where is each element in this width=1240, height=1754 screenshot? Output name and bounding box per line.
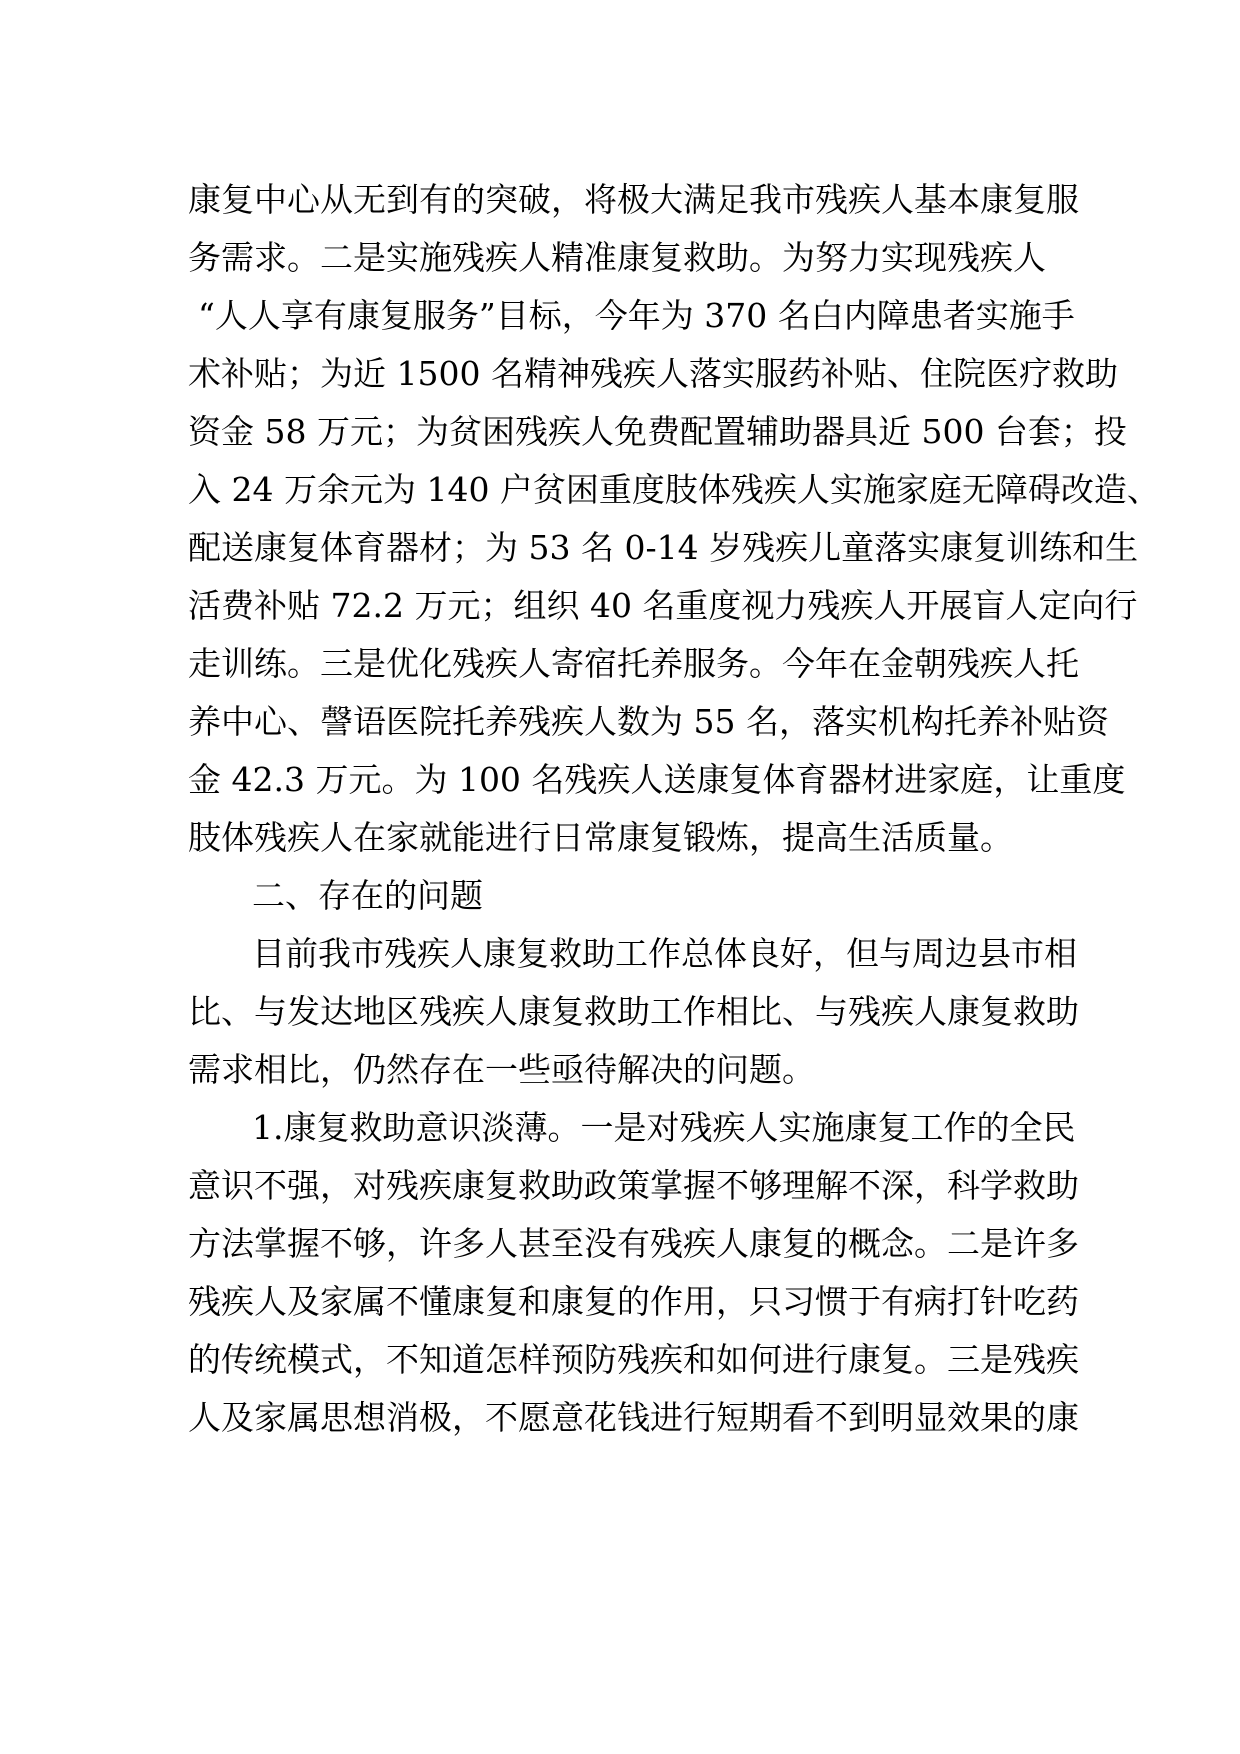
text-line: 走训练。三是优化残疾人寄宿托养服务。今年在金朝残疾人托 bbox=[188, 644, 1079, 683]
text-line: 康复中心从无到有的突破，将极大满足我市残疾人基本康复服 bbox=[188, 180, 1079, 219]
text-line: 务需求。二是实施残疾人精准康复救助。为努力实现残疾人 bbox=[188, 238, 1046, 277]
text-line: 需求相比，仍然存在一些亟待解决的问题。 bbox=[188, 1050, 815, 1089]
text-line: 金 42.3 万元。为 100 名残疾人送康复体育器材进家庭，让重度 bbox=[188, 760, 1126, 799]
section-heading: 二、存在的问题 bbox=[252, 876, 483, 915]
text-line: 养中心、謦语医院托养残疾人数为 55 名，落实机构托养补贴资 bbox=[188, 702, 1109, 741]
text-line: 比、与发达地区残疾人康复救助工作相比、与残疾人康复救助 bbox=[188, 992, 1079, 1031]
text-line: 活费补贴 72.2 万元；组织 40 名重度视力残疾人开展盲人定向行 bbox=[188, 586, 1138, 625]
text-line: 残疾人及家属不懂康复和康复的作用，只习惯于有病打针吃药 bbox=[188, 1282, 1079, 1321]
text-line: “人人享有康复服务”目标，今年为 370 名白内障患者实施手 bbox=[198, 296, 1075, 335]
text-line: 入 24 万余元为 140 户贫困重度肢体残疾人实施家庭无障碍改造、 bbox=[188, 470, 1160, 509]
text-line: 资金 58 万元；为贫困残疾人免费配置辅助器具近 500 台套；投 bbox=[188, 412, 1127, 451]
text-line: 1.康复救助意识淡薄。一是对残疾人实施康复工作的全民 bbox=[252, 1108, 1076, 1147]
text-line: 术补贴；为近 1500 名精神残疾人落实服药补贴、住院医疗救助 bbox=[188, 354, 1118, 393]
text-line: 肢体残疾人在家就能进行日常康复锻炼，提高生活质量。 bbox=[188, 818, 1013, 857]
text-line: 方法掌握不够，许多人甚至没有残疾人康复的概念。二是许多 bbox=[188, 1224, 1079, 1263]
text-line: 意识不强，对残疾康复救助政策掌握不够理解不深，科学救助 bbox=[188, 1166, 1079, 1205]
text-line: 目前我市残疾人康复救助工作总体良好，但与周边县市相 bbox=[252, 934, 1077, 973]
text-line: 配送康复体育器材；为 53 名 0-14 岁残疾儿童落实康复训练和生 bbox=[188, 528, 1139, 567]
text-line: 的传统模式，不知道怎样预防残疾和如何进行康复。三是残疾 bbox=[188, 1340, 1079, 1379]
text-line: 人及家属思想消极，不愿意花钱进行短期看不到明显效果的康 bbox=[188, 1398, 1079, 1437]
